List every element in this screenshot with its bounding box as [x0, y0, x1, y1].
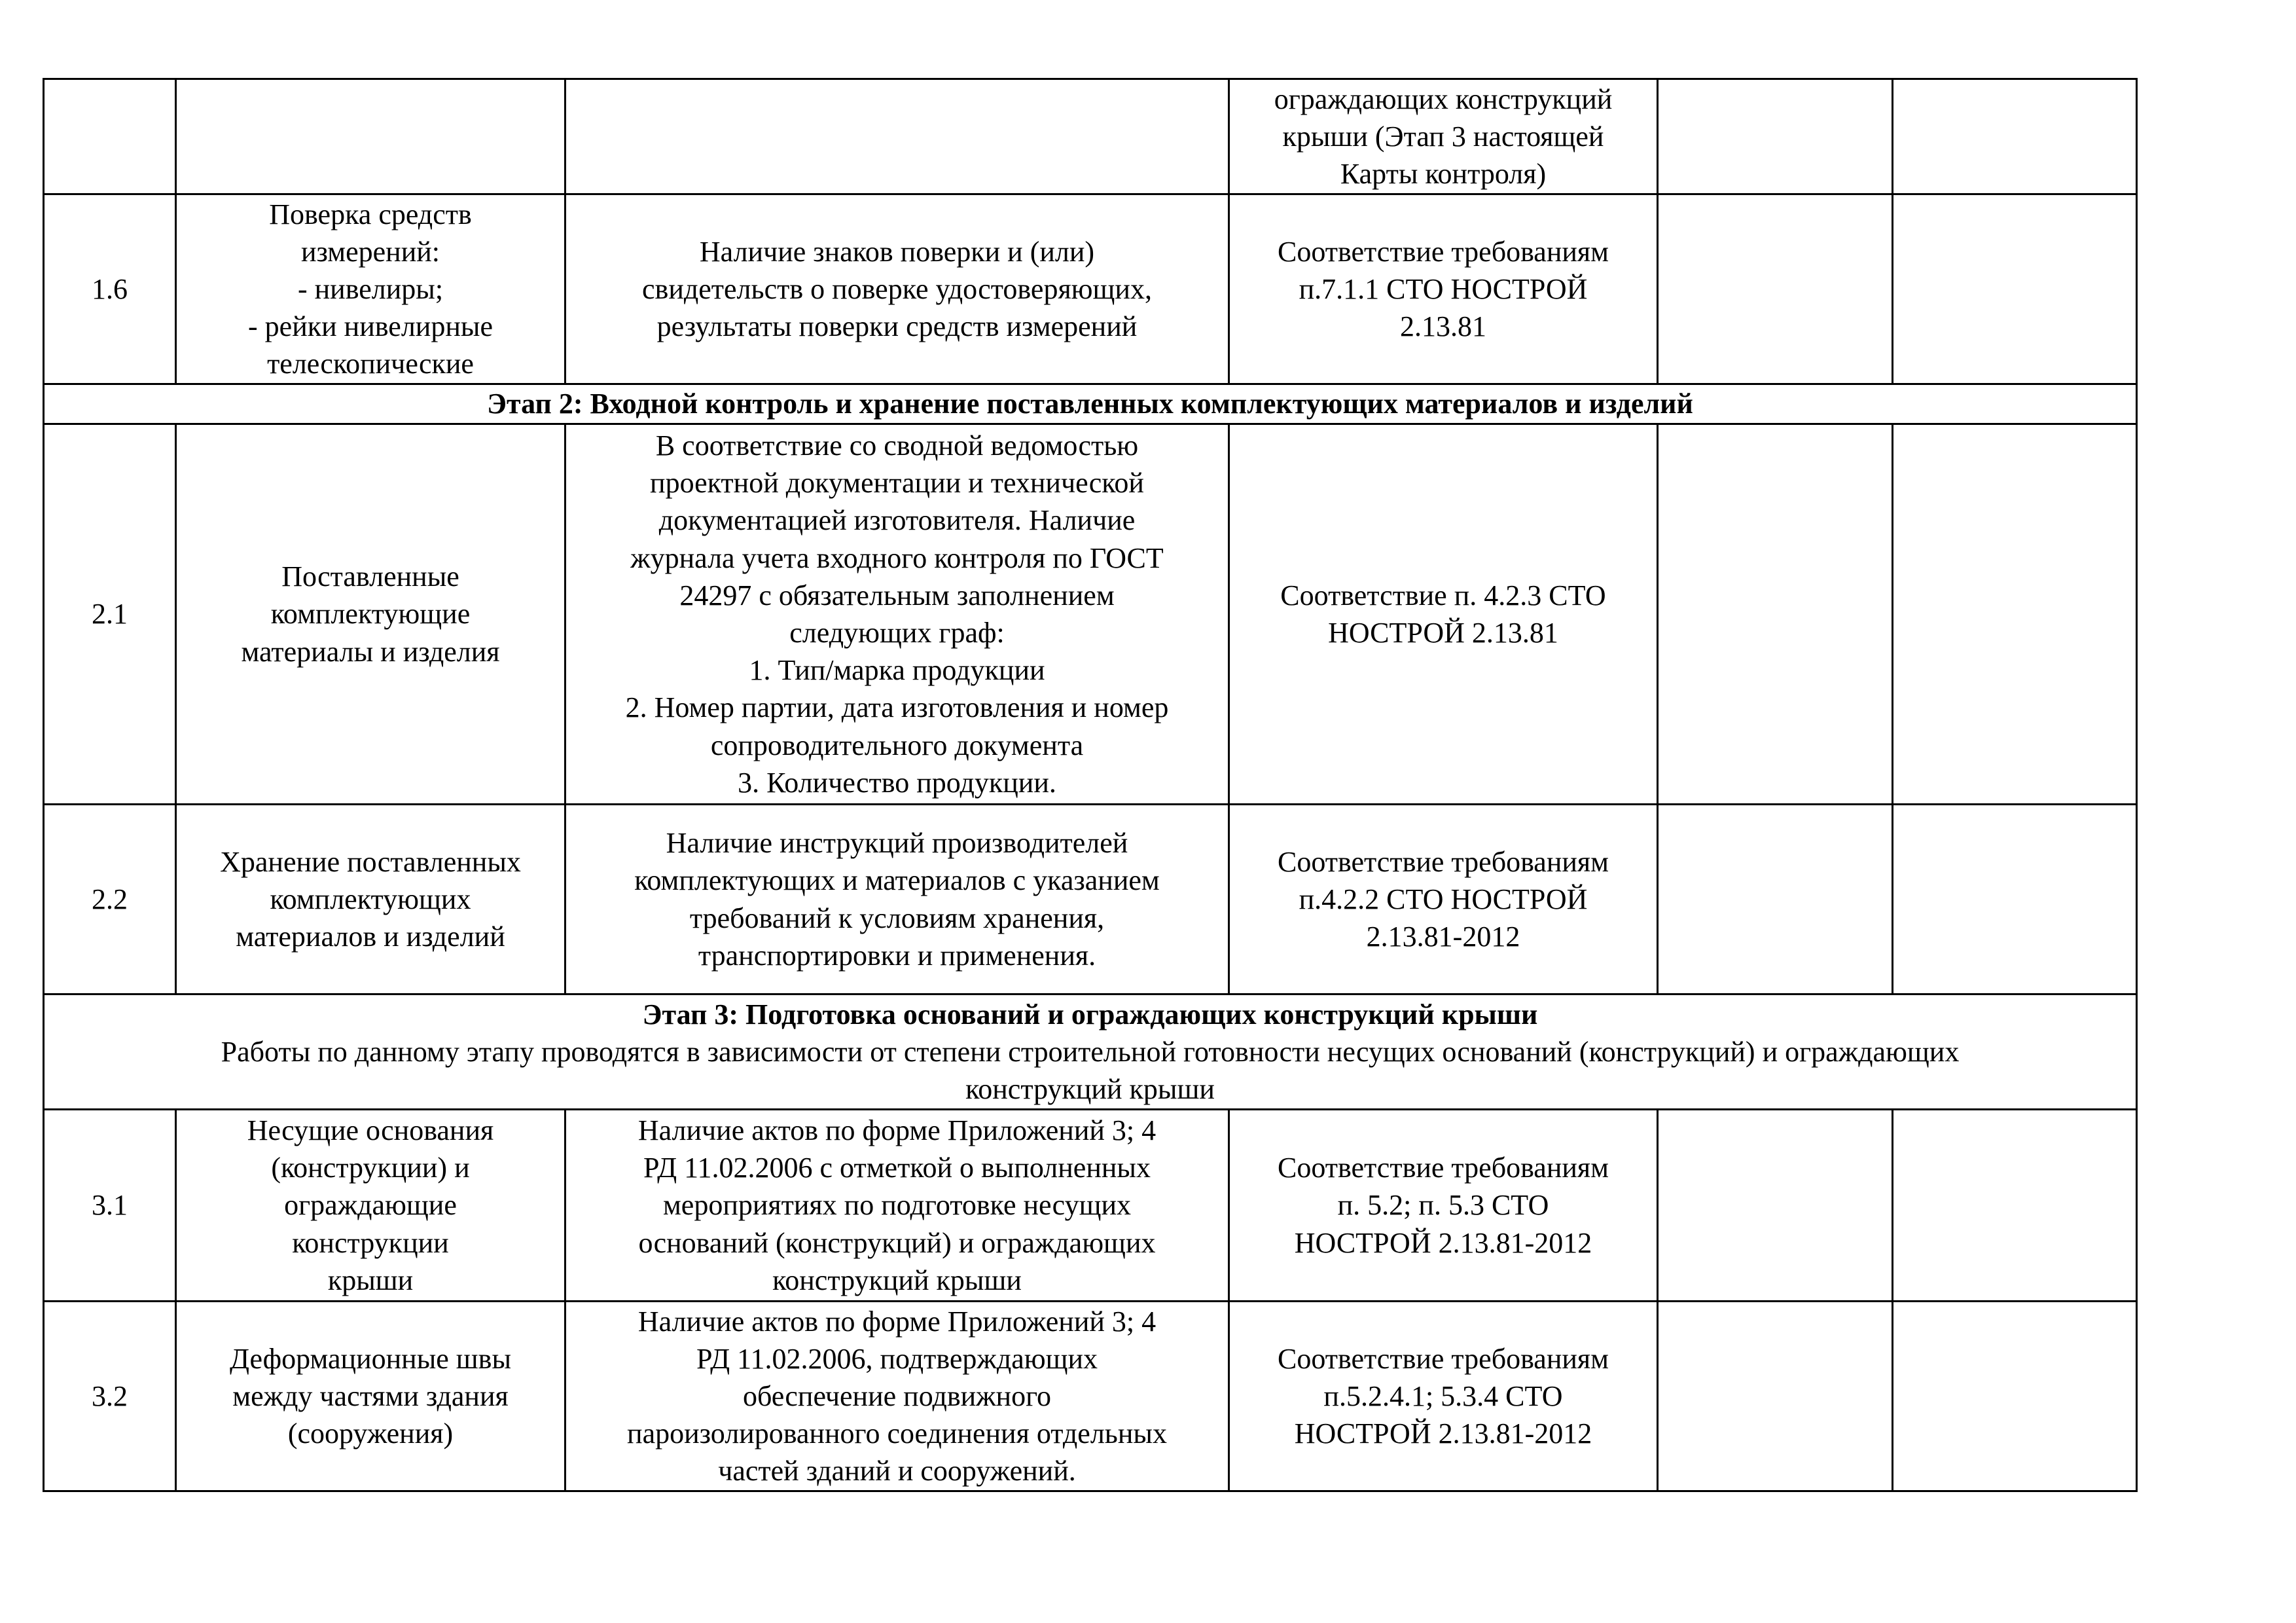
cell-num: 2.1 [44, 424, 176, 805]
text-line: комплектующих и материалов с указанием [634, 864, 1160, 897]
cell-requirement [1229, 194, 1658, 384]
text-line: комплектующие [270, 598, 471, 630]
text-line: проектной документации и технической [650, 467, 1144, 500]
text-line: Наличие актов по форме Приложений 3; 4 [637, 1305, 1157, 1338]
cell-check [565, 805, 1229, 994]
text-line: частей зданий и сооружений. [718, 1455, 1076, 1487]
cell-requirement [1229, 79, 1658, 194]
cell-object [176, 194, 565, 384]
text-line: 24297 с обязательным заполнением [679, 579, 1115, 611]
text-line: крыши [327, 1264, 414, 1296]
cell-object [176, 1302, 565, 1491]
text-line: РД 11.02.2006 с отметкой о выполненных [643, 1152, 1151, 1184]
cell-empty [1658, 194, 1893, 384]
cell-object [176, 805, 565, 994]
cell-requirement [1229, 1110, 1658, 1302]
cell-empty [1658, 805, 1893, 994]
text-line: конструкций крыши [772, 1264, 1022, 1296]
cell-num: 3.1 [44, 1110, 176, 1302]
cell-empty [1658, 79, 1893, 194]
table-row [44, 194, 2137, 384]
text-line: п.7.1.1 СТО НОСТРОЙ [1299, 272, 1588, 305]
text-line: 1. Тип/марка продукции [749, 654, 1045, 687]
text-line: п.4.2.2 СТО НОСТРОЙ [1299, 883, 1588, 915]
text-line: 2.13.81-2012 [1366, 921, 1520, 953]
table-row [44, 1302, 2137, 1491]
text-line: обеспечение подвижного [742, 1379, 1052, 1412]
text-line: мероприятиях по подготовке несущих [662, 1189, 1132, 1222]
text-line: конструкции [292, 1226, 449, 1259]
cell-requirement [1229, 805, 1658, 994]
text-line: НОСТРОЙ 2.13.81 [1328, 617, 1558, 649]
text-line: (конструкции) и [271, 1152, 470, 1184]
stage-3-title: Этап 3: Подготовка оснований и ограждающих конструкций крыши [642, 998, 1538, 1030]
text-line: журнала учета входного контроля по ГОСТ [630, 541, 1164, 574]
text-line: Деформационные швы [229, 1342, 512, 1375]
cell-check [565, 79, 1229, 194]
text-line: транспортировки и применения. [698, 939, 1096, 972]
cell-num: 1.6 [44, 194, 176, 384]
cell-empty [1893, 805, 2137, 994]
text-line: ограждающих конструкций [1274, 82, 1613, 115]
text-line: Соответствие п. 4.2.3 СТО [1280, 579, 1606, 611]
text-line: комплектующих [270, 883, 471, 915]
text-line: оснований (конструкций) и ограждающих [638, 1226, 1156, 1259]
cell-empty [1893, 1110, 2137, 1302]
table-row [44, 79, 2137, 194]
cell-empty [1658, 424, 1893, 805]
stage-header-row [44, 384, 2137, 424]
text-line: Несущие основания [247, 1114, 494, 1147]
text-line: телескопические [267, 348, 474, 380]
stage-3-note: Работы по данному этапу проводятся в зависимости от степени строительной готовности несущих оснований (конструкций) и ограждающих [221, 1035, 1960, 1068]
cell-object [176, 424, 565, 805]
cell-requirement [1229, 1302, 1658, 1491]
text-line: измерений: [300, 235, 440, 268]
text-line: (сооружения) [287, 1417, 454, 1450]
text-line: НОСТРОЙ 2.13.81-2012 [1294, 1226, 1592, 1259]
cell-check [565, 424, 1229, 805]
cell-check [565, 1302, 1229, 1491]
text-line: ограждающие [284, 1189, 457, 1222]
cell-object [176, 79, 565, 194]
stage-3-note: конструкций крыши [965, 1073, 1215, 1106]
cell-empty [1893, 424, 2137, 805]
text-line: Соответствие требованиям [1278, 1342, 1609, 1375]
text-line: сопроводительного документа [710, 729, 1084, 761]
text-line: Поверка средств [269, 198, 472, 230]
cell-empty [1658, 1110, 1893, 1302]
text-line: Соответствие требованиям [1278, 235, 1609, 268]
text-line: РД 11.02.2006, подтверждающих [696, 1342, 1098, 1375]
text-line: между частями здания [232, 1379, 509, 1412]
text-line: крыши (Этап 3 настоящей [1282, 120, 1604, 153]
cell-empty [1893, 79, 2137, 194]
text-line: Наличие актов по форме Приложений 3; 4 [637, 1114, 1157, 1147]
text-line: 2.13.81 [1400, 310, 1486, 343]
cell-num [44, 79, 176, 194]
cell-num: 2.2 [44, 805, 176, 994]
cell-check [565, 194, 1229, 384]
text-line: документацией изготовителя. Наличие [658, 504, 1136, 537]
stage-3-header [44, 994, 2137, 1110]
stage-header-row [44, 994, 2137, 1110]
cell-check [565, 1110, 1229, 1302]
text-line: 3. Количество продукции. [738, 766, 1056, 799]
text-line: следующих граф: [789, 617, 1005, 649]
text-line: материалов и изделий [236, 921, 505, 953]
cell-empty [1893, 1302, 2137, 1491]
text-line: п.5.2.4.1; 5.3.4 СТО [1323, 1379, 1563, 1412]
stage-2-title: Этап 2: Входной контроль и хранение поставленных комплектующих материалов и изделий [44, 384, 2137, 424]
table-row [44, 805, 2137, 994]
cell-empty [1658, 1302, 1893, 1491]
table-row [44, 424, 2137, 805]
text-line: Карты контроля) [1340, 158, 1547, 191]
text-line: - рейки нивелирные [248, 310, 493, 343]
text-line: Хранение поставленных [220, 845, 521, 878]
text-line: 2. Номер партии, дата изготовления и номер [625, 691, 1169, 724]
text-line: НОСТРОЙ 2.13.81-2012 [1294, 1417, 1592, 1450]
control-card-table [43, 78, 2138, 1492]
text-line: пароизолированного соединения отдельных [627, 1417, 1167, 1450]
text-line: материалы и изделия [241, 635, 500, 668]
text-line: п. 5.2; п. 5.3 СТО [1337, 1189, 1549, 1222]
text-line: - нивелиры; [297, 272, 444, 305]
cell-requirement [1229, 424, 1658, 805]
text-line: В соответствие со сводной ведомостью [655, 429, 1139, 462]
text-line: Соответствие требованиям [1278, 1152, 1609, 1184]
cell-object [176, 1110, 565, 1302]
text-line: результаты поверки средств измерений [656, 310, 1138, 343]
text-line: Соответствие требованиям [1278, 845, 1609, 878]
text-line: свидетельств о поверке удостоверяющих, [642, 272, 1152, 305]
cell-num: 3.2 [44, 1302, 176, 1491]
cell-empty [1893, 194, 2137, 384]
text-line: Наличие знаков поверки и (или) [699, 235, 1095, 268]
text-line: требований к условиям хранения, [689, 902, 1105, 934]
table-row [44, 1110, 2137, 1302]
text-line: Наличие инструкций производителей [666, 827, 1128, 860]
text-line: Поставленные [281, 560, 459, 593]
